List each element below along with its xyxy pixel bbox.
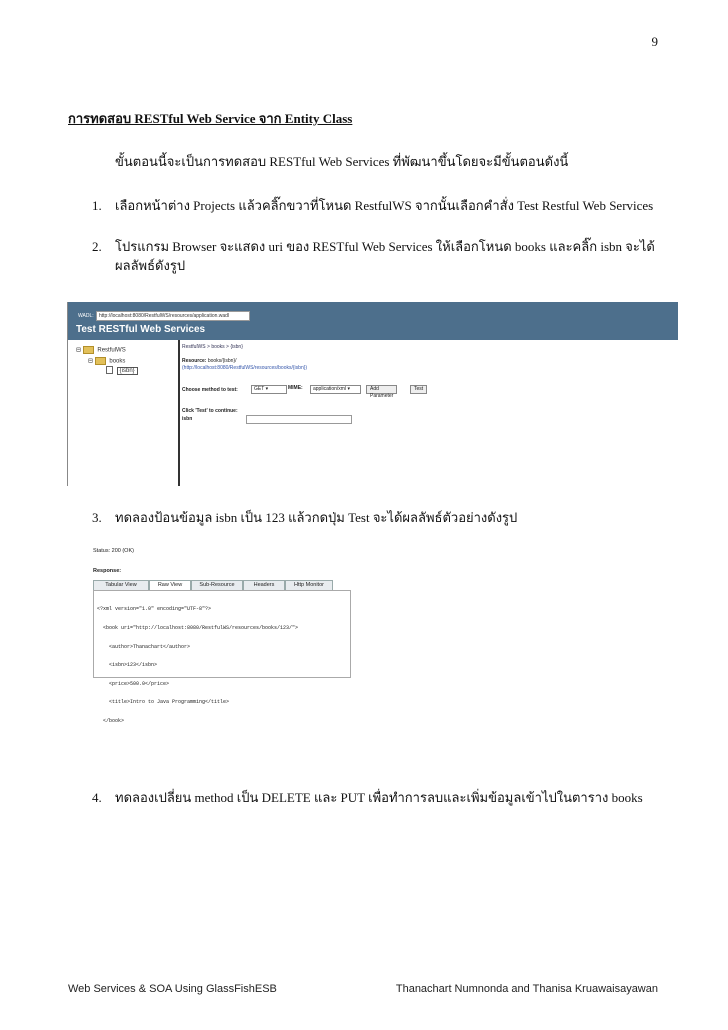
isbn-input[interactable] — [246, 415, 352, 424]
xml-line: </book> — [97, 718, 125, 725]
tree-node-label: books — [109, 358, 126, 365]
isbn-label: isbn — [182, 416, 193, 422]
tree-node-root[interactable] — [76, 346, 126, 354]
mime-select[interactable]: application/xml ▾ — [310, 385, 361, 394]
collapse-icon[interactable]: ⊟ — [76, 347, 82, 354]
wadl-url-field[interactable]: http://localhost:8080/RestfulWS/resources/application.wadl — [96, 311, 250, 321]
xml-line: <title>Intro to Java Programming</title> — [97, 699, 230, 706]
method-value: GET — [254, 386, 265, 392]
tab-headers[interactable]: Headers — [243, 580, 285, 591]
tab-raw-view[interactable]: Raw View — [149, 580, 191, 591]
page-number: 9 — [651, 34, 658, 49]
app-title: Test RESTful Web Services — [76, 324, 206, 335]
xml-line: <?xml version="1.0" encoding="UTF-8"?> — [97, 606, 212, 613]
wadl-label: WADL: — [78, 313, 94, 319]
status-line: Status: 200 (OK) — [93, 548, 134, 554]
step-number: 2. — [92, 239, 102, 254]
tree-node-label: {isbn} — [117, 367, 138, 375]
xml-line: <isbn>123</isbn> — [97, 662, 158, 669]
mime-label: MIME: — [288, 385, 303, 391]
document-icon — [106, 366, 113, 374]
intro-paragraph: ขั้นตอนนี้จะเป็นการทดสอบ RESTful Web Services ที่พัฒนาขึ้นโดยจะมีขั้นตอนดังนี้ — [115, 154, 569, 169]
step-number: 3. — [92, 510, 102, 525]
screenshot-response — [90, 548, 352, 725]
footer-left: Web Services & SOA Using GlassFishESB — [68, 983, 277, 995]
folder-icon — [83, 346, 94, 354]
resource-label: Resource: — [182, 358, 207, 364]
tree-node-books[interactable] — [88, 357, 125, 365]
choose-method-label: Choose method to test: — [182, 387, 238, 393]
step-text: ทดลองป้อนข้อมูล isbn เป็น 123 แล้วกดปุ่ม Test จะได้ผลลัพธ์ตัวอย่างดังรูป — [115, 510, 518, 525]
xml-line: <author>Thanachart</author> — [97, 643, 191, 650]
resource-url-link[interactable]: (http://localhost:8080/RestfulWS/resources/books/{isbn}) — [182, 365, 308, 371]
step-text: โปรแกรม Browser จะแสดง uri ของ RESTful Web Services ให้เลือกโหนด books และคลิ๊ก isbn จะได้ผลลัพธ์ดังรูป — [115, 239, 655, 273]
step-text: ทดลองเปลี่ยน method เป็น DELETE และ PUT เพื่อทำการลบและเพิ่มข้อมูลเข้าไปในตาราง books — [115, 790, 643, 805]
app-header — [68, 302, 678, 340]
tab-sub-resource[interactable]: Sub-Resource — [191, 580, 243, 591]
footer-right: Thanachart Numnonda and Thanisa Kruawaisayawan — [395, 983, 658, 995]
click-test-label: Click 'Test' to continue: — [182, 408, 238, 414]
test-button[interactable]: Test — [410, 385, 427, 394]
xml-content — [97, 594, 298, 737]
step-number: 4. — [92, 790, 102, 805]
breadcrumb: RestfulWS > books > {isbn} — [182, 344, 243, 350]
section-title: การทดสอบ RESTful Web Service จาก Entity Class — [68, 111, 353, 126]
raw-response-panel[interactable] — [93, 590, 351, 725]
xml-line: <price>500.0</price> — [97, 680, 170, 687]
step-number: 1. — [92, 198, 102, 213]
collapse-icon[interactable]: ⊟ — [88, 358, 94, 365]
tab-http-monitor[interactable]: Http Monitor — [285, 580, 333, 591]
add-parameter-button[interactable]: Add Parameter — [366, 385, 397, 394]
tab-tabular-view[interactable]: Tabular View — [93, 580, 149, 591]
resource-line — [182, 358, 236, 364]
mime-value: application/xml — [313, 386, 347, 392]
step-text: เลือกหน้าต่าง Projects แล้วคลิ๊กขวาที่โหนด RestfulWS จากนั้นเลือกคำสั่ง Test Restful Web Services — [115, 198, 654, 213]
tree-node-isbn[interactable] — [106, 366, 138, 374]
xml-line: <book uri="http://localhost:8080/RestfulWS/resources/books/123/"> — [97, 625, 299, 632]
resource-value[interactable]: books/{isbn}/ — [207, 358, 237, 364]
response-label: Response: — [93, 568, 122, 574]
method-select[interactable]: GET ▾ — [251, 385, 287, 394]
screenshot-test-restful — [67, 302, 678, 486]
tree-node-label: RestfulWS — [97, 347, 126, 354]
folder-icon — [95, 357, 106, 365]
